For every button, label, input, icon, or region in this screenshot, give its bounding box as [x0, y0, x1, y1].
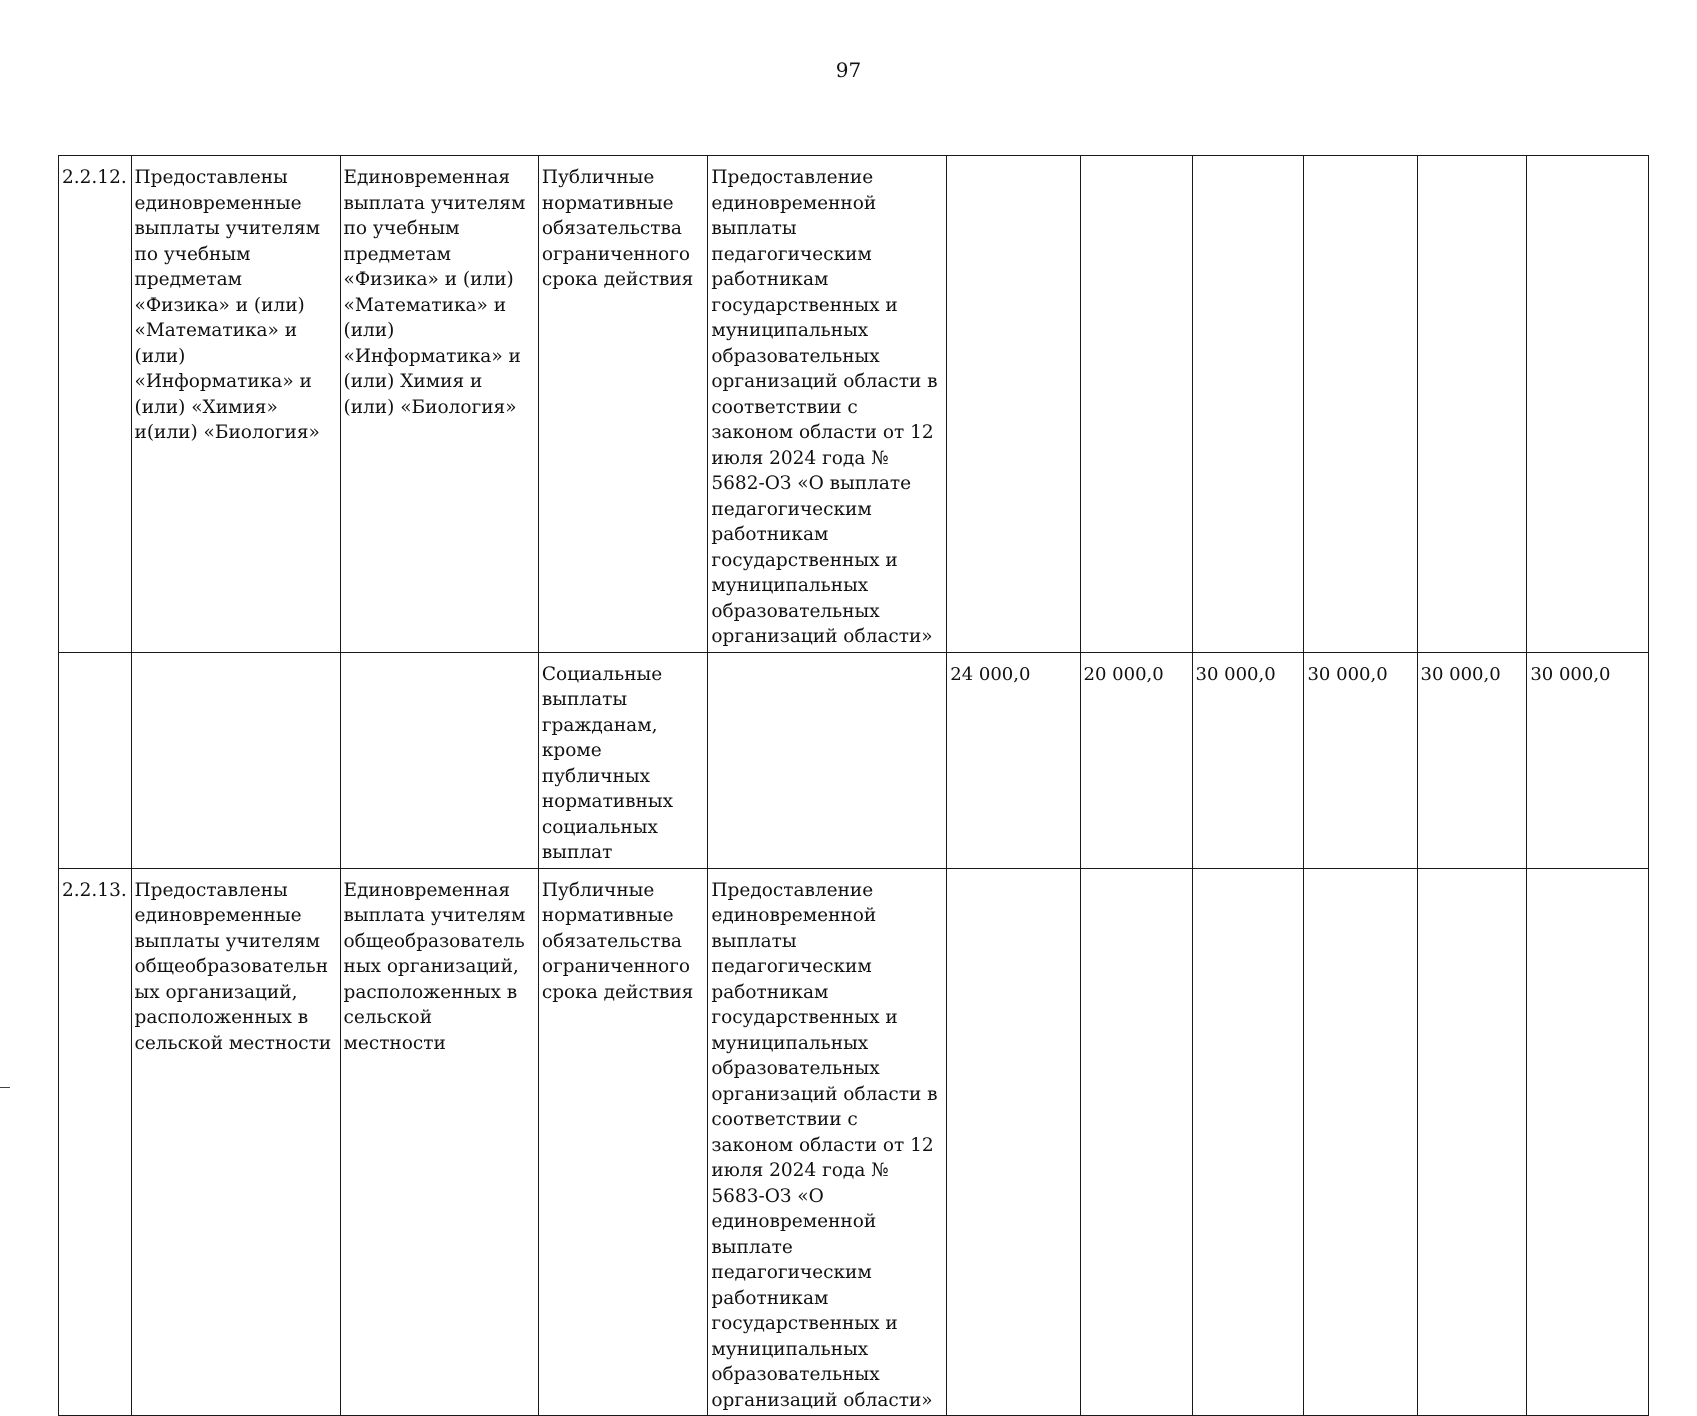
value-cell: [947, 156, 1080, 653]
row-number: 2.2.13.: [59, 868, 132, 1416]
value-cell: [947, 868, 1080, 1416]
table-row: [59, 868, 1649, 1416]
obligation-type-cell: Социальные выплаты гражданам, кроме публичных нормативных социальных выплат: [538, 652, 708, 868]
table-row: [59, 652, 1649, 868]
obligation-type-cell: Публичные нормативные обязательства ограниченного срока действия: [538, 156, 708, 653]
result-cell: Предоставлены единовременные выплаты учителям по учебным предметам «Физика» и (или) «Математика» и (или) «Информатика» и (или) «Химия» и(или) «Биология»: [131, 156, 340, 653]
obligation-type-cell: Публичные нормативные обязательства ограниченного срока действия: [538, 868, 708, 1416]
budget-table: [58, 155, 1649, 1416]
value-cell: [1192, 156, 1304, 653]
result-cell: [131, 652, 340, 868]
value-cell: [1527, 156, 1649, 653]
value-cell: 30 000,0: [1417, 652, 1527, 868]
value-cell: [1527, 868, 1649, 1416]
measure-cell: [340, 652, 538, 868]
row-number: 2.2.12.: [59, 156, 132, 653]
measure-cell: Единовременная выплата учителям общеобразовательных организаций, расположенных в сельской местности: [340, 868, 538, 1416]
value-cell: [1304, 868, 1417, 1416]
value-cell: [1304, 156, 1417, 653]
page-number: 97: [835, 58, 862, 82]
value-cell: [1080, 868, 1192, 1416]
value-cell: [1080, 156, 1192, 653]
description-cell: Предоставление единовременной выплаты педагогическим работникам государственных и муниципальных образовательных организаций области в соответствии с законом области от 12 июля 2024 года № 5683-ОЗ «О единовременной выплате педагогическим работникам государственных и муниципальных образовательных организаций области»: [708, 868, 947, 1416]
margin-mark: [0, 1087, 10, 1088]
row-number: [59, 652, 132, 868]
measure-cell: Единовременная выплата учителям по учебным предметам «Физика» и (или) «Математика» и (или) «Информатика» и (или) Химия и (или) «Биология»: [340, 156, 538, 653]
value-cell: [1192, 868, 1304, 1416]
description-cell: Предоставление единовременной выплаты педагогическим работникам государственных и муниципальных образовательных организаций области в соответствии с законом области от 12 июля 2024 года № 5682-ОЗ «О выплате педагогическим работникам государственных и муниципальных образовательных организаций области»: [708, 156, 947, 653]
value-cell: 30 000,0: [1192, 652, 1304, 868]
result-cell: Предоставлены единовременные выплаты учителям общеобразовательных организаций, расположенных в сельской местности: [131, 868, 340, 1416]
table-row: [59, 156, 1649, 653]
value-cell: 30 000,0: [1527, 652, 1649, 868]
description-cell: [708, 652, 947, 868]
value-cell: 20 000,0: [1080, 652, 1192, 868]
value-cell: [1417, 868, 1527, 1416]
value-cell: [1417, 156, 1527, 653]
value-cell: 24 000,0: [947, 652, 1080, 868]
value-cell: 30 000,0: [1304, 652, 1417, 868]
